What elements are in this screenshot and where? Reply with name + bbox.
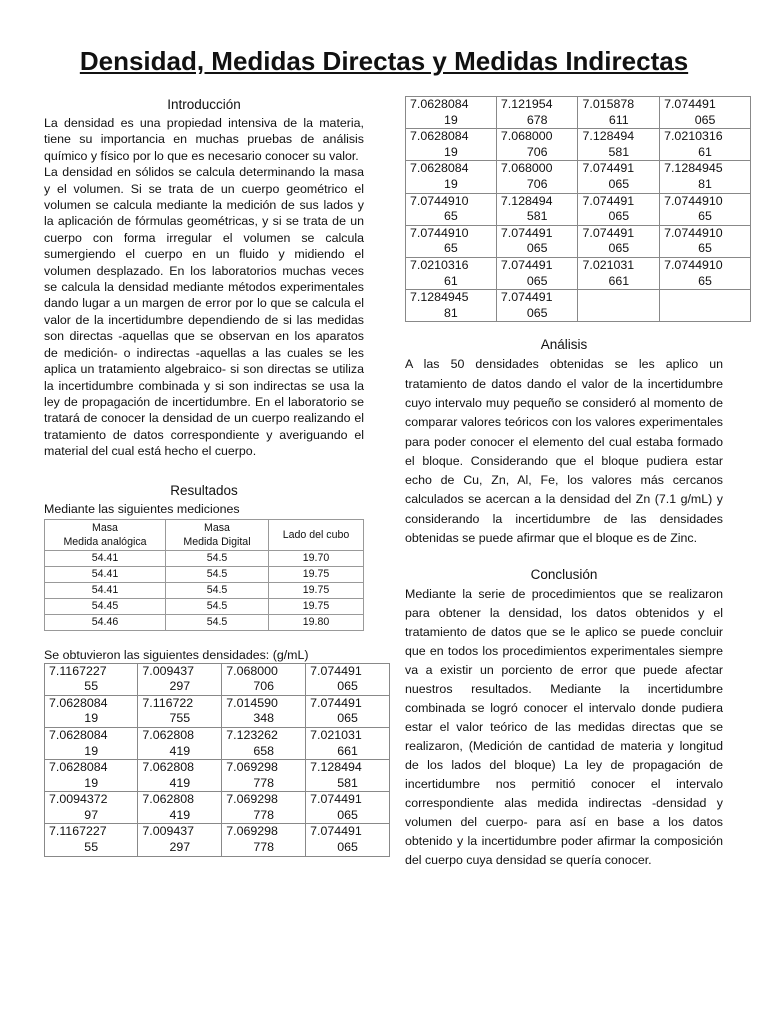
densidad-value-line-2: 19 — [84, 775, 99, 790]
mediciones-cell: 54.5 — [166, 566, 269, 582]
densidades-label: Se obtuvieron las siguientes densidades: (g/mL) — [44, 647, 309, 662]
densidad-cell — [578, 290, 660, 322]
densidad-cell — [306, 760, 390, 792]
mediciones-header-row — [45, 519, 364, 550]
analisis-paragraph: A las 50 densidades obtenidas se les aplico un tratamiento de datos dando el valor de la incertidumbre cuyo intervalo muy pequeño se consideró al momento de comparar valores teóricos con los valores experimentales para poder conocer el elemento del cual estaba formado el bloque. Considerando que el bloque pudiera estar echo de Cu, Zn, Al, Fe, los valores más cercanos calculados se acercan a la densidad del Zn (7.1 g/mL) y considerando la incertidumbre de las densidades obtenidas se puede afirmar que el bloque es de Zinc. — [405, 357, 723, 545]
densidad-value-line-2: 419 — [169, 743, 191, 758]
densidad-cell — [45, 760, 138, 792]
densidad-value-line-1: 7.0094372 — [49, 792, 108, 807]
mediciones-cell: 54.5 — [166, 614, 269, 630]
mediciones-cell: 54.5 — [166, 550, 269, 566]
densidad-row — [45, 792, 390, 824]
densidad-cell — [496, 290, 578, 322]
densidad-value-line-2: 778 — [253, 807, 275, 822]
densidad-value-line-2: 65 — [698, 273, 712, 288]
densidad-value-line-2: 61 — [698, 144, 712, 159]
mediciones-cell: 54.41 — [45, 550, 166, 566]
densidad-value-line-1: 7.0744910 — [410, 225, 469, 240]
densidad-value-line-2: 755 — [169, 711, 191, 726]
densidad-value-line-2: 297 — [169, 840, 191, 855]
densidad-value-line-2: 55 — [84, 840, 99, 855]
densidad-cell — [45, 824, 138, 856]
densidad-value-line-1: 7.021031 — [310, 727, 362, 742]
densidad-value-line-1: 7.021031 — [582, 257, 635, 272]
right-column — [405, 96, 723, 870]
densidad-value-line-2: 778 — [253, 840, 275, 855]
densidad-value-line-2: 19 — [84, 711, 99, 726]
densidad-value-line-2: 581 — [608, 144, 630, 159]
densidad-value-line-1: 7.128494 — [310, 760, 362, 775]
densidad-value-line-1: 7.068000 — [500, 129, 553, 144]
densidad-value-line-1: 7.074491 — [500, 225, 553, 240]
densidad-cell — [306, 695, 390, 727]
densidad-value-line-2: 611 — [608, 112, 629, 127]
densidad-row — [406, 290, 751, 322]
densidad-value-line-2: 419 — [169, 775, 191, 790]
densidad-value-line-2: 658 — [253, 743, 275, 758]
mediciones-cell: 54.5 — [166, 598, 269, 614]
densidad-value-line-1: 7.014590 — [226, 695, 278, 710]
densidad-cell — [222, 792, 306, 824]
mediciones-table — [44, 519, 364, 631]
densidad-cell — [660, 225, 751, 257]
densidad-value-line-2: 065 — [337, 807, 358, 822]
densidad-value-line-1: 7.0744910 — [664, 257, 723, 272]
densidad-row — [45, 824, 390, 856]
densidad-value-line-2: 19 — [84, 743, 99, 758]
densidad-cell — [138, 663, 222, 695]
densidad-cell — [496, 97, 578, 129]
densidades-right-body — [406, 97, 751, 322]
densidad-value-line-1: 7.009437 — [142, 663, 195, 678]
densidad-cell — [660, 97, 751, 129]
conclusion-heading: Conclusión — [530, 567, 598, 583]
mediciones-cell: 54.41 — [45, 582, 166, 598]
densidad-value-line-2: 065 — [608, 241, 630, 256]
analisis-heading: Análisis — [540, 337, 588, 353]
densidad-cell — [138, 792, 222, 824]
densidad-value-line-2: 706 — [526, 176, 548, 191]
densidad-value-line-1: 7.074491 — [310, 663, 362, 678]
mediciones-cell: 54.5 — [166, 582, 269, 598]
introduccion-heading: Introducción — [167, 97, 241, 112]
densidad-value-line-2: 661 — [608, 273, 630, 288]
densidad-cell — [406, 290, 497, 322]
mediciones-cell: 54.45 — [45, 598, 166, 614]
densidad-value-line-2: 97 — [84, 807, 99, 822]
densidad-cell — [660, 129, 751, 161]
densidad-value-line-2: 297 — [169, 679, 191, 694]
densidad-cell — [306, 663, 390, 695]
densidad-value-line-2: 678 — [526, 112, 548, 127]
densidad-value-line-2: 778 — [253, 775, 275, 790]
mediciones-label: Mediante las siguientes mediciones — [44, 501, 240, 516]
resultados-section — [44, 482, 364, 857]
densidad-row — [45, 727, 390, 759]
densidad-value-line-2: 65 — [698, 241, 712, 256]
densidad-row — [45, 695, 390, 727]
document-title: Densidad, Medidas Directas y Medidas Indirectas — [79, 46, 689, 76]
densidad-value-line-2: 065 — [526, 273, 548, 288]
densidad-row — [406, 193, 751, 225]
densidad-value-line-1: 7.0628084 — [410, 129, 469, 144]
densidad-value-line-1: 7.069298 — [226, 792, 278, 807]
densidad-value-line-2: 55 — [84, 679, 99, 694]
densidad-value-line-1: 7.009437 — [142, 824, 195, 839]
densidad-cell — [45, 727, 138, 759]
densidad-cell — [660, 257, 751, 289]
densidad-value-line-1: 7.074491 — [582, 193, 635, 208]
analisis-section — [405, 336, 723, 548]
densidad-value-line-1: 7.068000 — [500, 161, 553, 176]
densidad-value-line-1: 7.074491 — [582, 225, 635, 240]
densidad-value-line-2: 581 — [337, 775, 358, 790]
densidad-value-line-2: 661 — [337, 743, 358, 758]
densidad-value-line-1 — [664, 290, 746, 306]
densidad-value-line-1: 7.0628084 — [49, 695, 108, 710]
densidad-value-line-2: 19 — [444, 176, 458, 191]
densidad-row — [406, 97, 751, 129]
mediciones-cell: 19.75 — [269, 598, 364, 614]
densidad-value-line-1: 7.0628084 — [49, 727, 108, 742]
header-lado-cubo: Lado del cubo — [269, 519, 364, 550]
densidad-value-line-1: 7.062808 — [142, 792, 195, 807]
densidad-value-line-1: 7.062808 — [142, 760, 195, 775]
densidad-cell — [222, 663, 306, 695]
densidad-cell — [306, 727, 390, 759]
mediciones-cell: 54.46 — [45, 614, 166, 630]
densidad-value-line-2: 065 — [526, 305, 548, 320]
mediciones-row — [45, 582, 364, 598]
densidad-value-line-2: 81 — [698, 176, 712, 191]
densidad-value-line-1: 7.1284945 — [410, 290, 469, 305]
densidad-value-line-1: 7.074491 — [664, 97, 716, 111]
densidad-value-line-1: 7.128494 — [500, 193, 553, 208]
densidad-cell — [222, 695, 306, 727]
densidad-cell — [406, 129, 497, 161]
densidad-cell — [578, 257, 660, 289]
densidad-cell — [138, 760, 222, 792]
densidad-cell — [578, 97, 660, 129]
densidad-value-line-1: 7.015878 — [582, 97, 635, 111]
densidad-cell — [406, 161, 497, 193]
densidad-cell — [406, 257, 497, 289]
densidad-value-line-2: 706 — [526, 144, 548, 159]
densidad-value-line-2: 581 — [526, 209, 548, 224]
densidad-cell — [578, 161, 660, 193]
densidad-value-line-1 — [582, 290, 655, 306]
densidad-value-line-2: 81 — [444, 305, 458, 320]
densidad-row — [406, 257, 751, 289]
densidad-value-line-2 — [664, 306, 746, 322]
densidad-row — [406, 161, 751, 193]
densidad-cell — [496, 225, 578, 257]
densidad-value-line-2: 65 — [444, 209, 458, 224]
densidad-value-line-1: 7.074491 — [310, 695, 362, 710]
densidad-cell — [496, 161, 578, 193]
densidad-value-line-1: 7.0744910 — [410, 193, 469, 208]
densidad-value-line-1: 7.116722 — [142, 695, 194, 710]
densidad-cell — [496, 129, 578, 161]
densidad-cell — [660, 193, 751, 225]
densidad-value-line-1: 7.1167227 — [49, 663, 107, 678]
densidad-value-line-2: 65 — [444, 241, 458, 256]
densidad-value-line-2: 065 — [694, 112, 716, 127]
mediciones-row — [45, 550, 364, 566]
densidad-value-line-1: 7.0744910 — [664, 193, 723, 208]
densidad-row — [406, 129, 751, 161]
densidad-value-line-2: 348 — [253, 711, 275, 726]
densidades-table-right — [405, 96, 751, 322]
densidad-value-line-2: 65 — [698, 209, 712, 224]
densidad-cell — [406, 225, 497, 257]
mediciones-row — [45, 614, 364, 630]
densidad-cell — [222, 824, 306, 856]
left-column — [44, 96, 364, 857]
densidad-value-line-1: 7.0210316 — [664, 129, 723, 144]
densidad-cell — [138, 824, 222, 856]
densidad-cell — [45, 792, 138, 824]
mediciones-cell: 19.70 — [269, 550, 364, 566]
densidad-cell — [45, 663, 138, 695]
densidad-value-line-1: 7.068000 — [226, 663, 278, 678]
densidad-cell — [222, 727, 306, 759]
densidad-row — [45, 663, 390, 695]
densidad-cell — [222, 760, 306, 792]
densidad-cell — [578, 225, 660, 257]
header-masa-analogica: Masa Medida analógica — [45, 519, 166, 550]
densidad-value-line-1: 7.0628084 — [410, 161, 469, 176]
conclusion-section — [405, 566, 723, 870]
densidad-value-line-1: 7.128494 — [582, 129, 635, 144]
densidad-value-line-1: 7.0628084 — [49, 760, 108, 775]
densidad-value-line-1: 7.062808 — [142, 727, 195, 742]
introduccion-section — [44, 96, 364, 460]
densidad-value-line-2: 065 — [526, 241, 548, 256]
densidad-value-line-1: 7.123262 — [226, 727, 278, 742]
densidad-value-line-1: 7.074491 — [500, 290, 553, 305]
densidad-value-line-1: 7.1167227 — [49, 824, 107, 839]
mediciones-row — [45, 598, 364, 614]
mediciones-cell: 19.75 — [269, 582, 364, 598]
densidad-value-line-2: 065 — [608, 209, 630, 224]
densidad-cell — [578, 193, 660, 225]
densidad-cell — [660, 290, 751, 322]
densidad-row — [406, 225, 751, 257]
densidad-cell — [138, 727, 222, 759]
densidades-table-left — [44, 663, 390, 857]
densidad-value-line-2: 065 — [608, 176, 630, 191]
densidad-cell — [578, 129, 660, 161]
densidad-cell — [496, 193, 578, 225]
densidad-value-line-1: 7.069298 — [226, 824, 278, 839]
densidad-value-line-2: 065 — [337, 679, 358, 694]
densidad-value-line-2 — [582, 306, 655, 322]
densidad-row — [45, 760, 390, 792]
mediciones-table-body — [45, 550, 364, 630]
densidad-value-line-2: 419 — [169, 807, 191, 822]
mediciones-cell: 19.75 — [269, 566, 364, 582]
densidad-value-line-2: 61 — [444, 273, 458, 288]
densidad-value-line-1: 7.0744910 — [664, 225, 723, 240]
header-masa-digital: Masa Medida Digital — [166, 519, 269, 550]
densidad-cell — [306, 824, 390, 856]
densidad-value-line-1: 7.074491 — [500, 257, 553, 272]
mediciones-cell: 19.80 — [269, 614, 364, 630]
densidad-value-line-2: 065 — [337, 711, 358, 726]
densidad-cell — [660, 161, 751, 193]
conclusion-paragraph: Mediante la serie de procedimientos que se realizaron para obtener la densidad, los datos obtenidos y el tratamiento de datos que se le aplico se puede concluir que en todos los procedimientos experimentales siempre va a existir un porciento de error que puede afectar nuestros resultados. Mediante la incertidumbre combinada se logró conocer el intervalo donde pudiera estar el valor teórico de las medidas directas que se realizaron, (Medición de cantidad de materia y longitud de los lados del bloque) La ley de propagación de incertidumbre nos permitió conocer el intervalo correspondiente alas medida indirectas -densidad y volumen del cuerpo- para así en base a los datos obtenido y la incertidumbre poder afirmar la composición del cuerpo cuya densidad se quería conocer. — [405, 587, 723, 868]
mediciones-cell: 54.41 — [45, 566, 166, 582]
densidad-value-line-2: 19 — [444, 112, 458, 127]
densidad-value-line-2: 19 — [444, 144, 458, 159]
introduccion-paragraph-2: La densidad en sólidos se calcula determinando la masa y el volumen. Si se trata de un cuerpo geométrico el volumen se calcula mediante la medición de sus lados y la aplicación de fórmulas geométricas, y si se trata de un cuerpo con forma irregular el volumen se calcula sumergiendo el cuerpo en un fluido y midiendo el volumen desplazado. En los laboratorios muchas veces se calcula la densidad mediante métodos experimentales dando lugar a un margen de error por lo que se calcula el valor de la incertidumbre dependiendo de si las medidas son directas -aquellas que se observan en los aparatos de medición- o indirectas -aquellas a las cuales se les aplica un tratamiento algebraico- si son directas se utiliza la incertidumbre combinada y si son indirectas se usa la ley de propagación de incertidumbre. En el laboratorio se tratará de conocer la densidad de un cuerpo realizando el tratamiento de datos correspondiente y averiguando el material del cual está hecho el cuerpo. — [44, 165, 364, 459]
introduccion-paragraph-1: La densidad es una propiedad intensiva de la materia, tiene su importancia en muchas pruebas de análisis químico y físico por lo que es necesario conocer su valor. — [44, 116, 364, 163]
densidad-cell — [138, 695, 222, 727]
densidad-value-line-1: 7.074491 — [310, 792, 362, 807]
densidad-value-line-1: 7.0210316 — [410, 257, 469, 272]
densidad-cell — [45, 695, 138, 727]
densidad-value-line-2: 065 — [337, 840, 358, 855]
densidad-value-line-1: 7.0628084 — [410, 97, 469, 111]
densidad-cell — [306, 792, 390, 824]
resultados-heading: Resultados — [170, 482, 238, 498]
densidad-value-line-1: 7.074491 — [310, 824, 362, 839]
densidad-cell — [406, 193, 497, 225]
mediciones-row — [45, 566, 364, 582]
densidad-value-line-1: 7.1284945 — [664, 161, 723, 176]
densidad-value-line-1: 7.069298 — [226, 760, 278, 775]
densidad-value-line-2: 706 — [253, 679, 275, 694]
densidad-value-line-1: 7.121954 — [500, 97, 553, 111]
densidad-value-line-1: 7.074491 — [582, 161, 635, 176]
densidad-cell — [406, 97, 497, 129]
densidades-left-body — [45, 663, 390, 856]
densidad-cell — [496, 257, 578, 289]
